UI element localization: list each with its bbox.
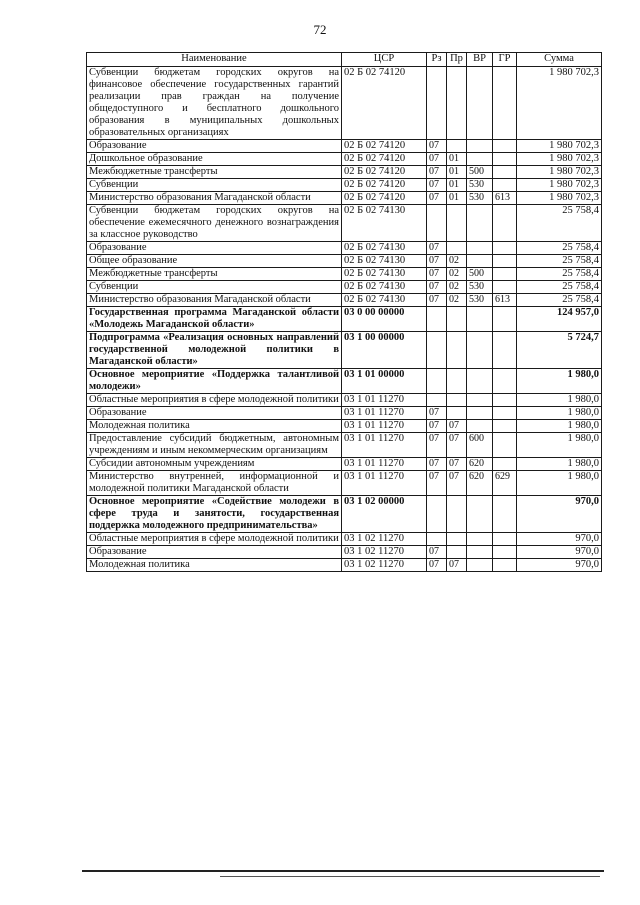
cell-pr <box>447 307 467 332</box>
cell-sum: 1 980 702,3 <box>517 179 602 192</box>
table-row <box>87 471 602 496</box>
cell-name: Субвенции <box>87 179 342 192</box>
cell-vr <box>467 307 493 332</box>
cell-sum: 1 980 702,3 <box>517 67 602 140</box>
cell-name: Образование <box>87 546 342 559</box>
cell-name: Межбюджетные трансферты <box>87 268 342 281</box>
cell-csr: 02 Б 02 74130 <box>342 268 427 281</box>
scan-border-line <box>82 870 604 872</box>
cell-gr <box>493 140 517 153</box>
cell-sum: 1 980,0 <box>517 458 602 471</box>
cell-vr <box>467 407 493 420</box>
cell-vr <box>467 140 493 153</box>
cell-pr <box>447 332 467 369</box>
cell-vr <box>467 242 493 255</box>
cell-csr: 02 Б 02 74130 <box>342 281 427 294</box>
cell-sum: 970,0 <box>517 559 602 572</box>
cell-csr: 02 Б 02 74130 <box>342 294 427 307</box>
cell-pr: 01 <box>447 153 467 166</box>
cell-sum: 25 758,4 <box>517 205 602 242</box>
table-row <box>87 546 602 559</box>
cell-csr: 02 Б 02 74120 <box>342 179 427 192</box>
cell-csr: 03 1 02 11270 <box>342 533 427 546</box>
cell-gr <box>493 255 517 268</box>
table-row <box>87 420 602 433</box>
cell-sum: 1 980,0 <box>517 471 602 496</box>
cell-name: Областные мероприятия в сфере молодежной политики <box>87 533 342 546</box>
cell-sum: 1 980,0 <box>517 407 602 420</box>
cell-rz: 07 <box>427 140 447 153</box>
scan-border-line-secondary <box>220 876 600 877</box>
header-name: Наименование <box>87 53 342 67</box>
cell-name: Субвенции бюджетам городских округов на финансовое обеспечение государственных гарантий реализации прав граждан на получение общедоступного и бесплатного дошкольного образования в муниципальных дошкольных образовательных организациях <box>87 67 342 140</box>
table-row <box>87 268 602 281</box>
cell-csr: 02 Б 02 74120 <box>342 192 427 205</box>
cell-rz <box>427 496 447 533</box>
cell-gr <box>493 559 517 572</box>
table-header-row <box>87 53 602 67</box>
cell-name: Подпрограмма «Реализация основных направлений государственной молодежной политики в Магаданской области» <box>87 332 342 369</box>
cell-csr: 03 1 01 11270 <box>342 471 427 496</box>
cell-rz: 07 <box>427 192 447 205</box>
cell-gr <box>493 153 517 166</box>
cell-pr: 07 <box>447 420 467 433</box>
cell-gr <box>493 458 517 471</box>
cell-rz: 07 <box>427 166 447 179</box>
cell-sum: 5 724,7 <box>517 332 602 369</box>
cell-vr <box>467 394 493 407</box>
cell-gr <box>493 166 517 179</box>
cell-gr: 613 <box>493 192 517 205</box>
cell-rz <box>427 332 447 369</box>
cell-rz: 07 <box>427 559 447 572</box>
cell-sum: 970,0 <box>517 533 602 546</box>
cell-csr: 02 Б 02 74130 <box>342 205 427 242</box>
cell-vr: 530 <box>467 294 493 307</box>
cell-pr: 01 <box>447 166 467 179</box>
cell-csr: 02 Б 02 74120 <box>342 67 427 140</box>
cell-pr <box>447 67 467 140</box>
cell-gr <box>493 242 517 255</box>
cell-vr: 500 <box>467 166 493 179</box>
cell-rz: 07 <box>427 458 447 471</box>
cell-pr <box>447 369 467 394</box>
header-vr: ВР <box>467 53 493 67</box>
cell-pr <box>447 496 467 533</box>
cell-csr: 02 Б 02 74130 <box>342 242 427 255</box>
cell-pr <box>447 407 467 420</box>
cell-pr: 01 <box>447 179 467 192</box>
cell-vr <box>467 153 493 166</box>
cell-pr <box>447 546 467 559</box>
cell-sum: 970,0 <box>517 496 602 533</box>
cell-vr <box>467 369 493 394</box>
cell-vr <box>467 533 493 546</box>
cell-gr <box>493 420 517 433</box>
cell-sum: 25 758,4 <box>517 268 602 281</box>
cell-name: Областные мероприятия в сфере молодежной политики <box>87 394 342 407</box>
table-row <box>87 559 602 572</box>
cell-rz <box>427 205 447 242</box>
cell-gr: 629 <box>493 471 517 496</box>
cell-name: Субсидии автономным учреждениям <box>87 458 342 471</box>
cell-gr <box>493 496 517 533</box>
cell-pr <box>447 533 467 546</box>
cell-sum: 1 980 702,3 <box>517 192 602 205</box>
cell-gr <box>493 332 517 369</box>
cell-rz: 07 <box>427 153 447 166</box>
cell-gr <box>493 546 517 559</box>
cell-gr <box>493 433 517 458</box>
table-row <box>87 205 602 242</box>
cell-vr: 620 <box>467 458 493 471</box>
cell-name: Государственная программа Магаданской области «Молодежь Магаданской области» <box>87 307 342 332</box>
cell-name: Основное мероприятие «Поддержка талантливой молодежи» <box>87 369 342 394</box>
cell-rz <box>427 307 447 332</box>
cell-pr: 02 <box>447 268 467 281</box>
cell-rz: 07 <box>427 420 447 433</box>
header-rz: Рз <box>427 53 447 67</box>
cell-rz: 07 <box>427 471 447 496</box>
table-body <box>87 67 602 572</box>
cell-sum: 1 980,0 <box>517 420 602 433</box>
cell-name: Основное мероприятие «Содействие молодежи в сфере труда и занятости, государственная поддержка молодежного предпринимательства» <box>87 496 342 533</box>
cell-sum: 1 980,0 <box>517 433 602 458</box>
table-row <box>87 307 602 332</box>
cell-csr: 02 Б 02 74120 <box>342 153 427 166</box>
cell-gr <box>493 307 517 332</box>
cell-gr <box>493 533 517 546</box>
cell-rz <box>427 533 447 546</box>
cell-pr <box>447 140 467 153</box>
cell-name: Образование <box>87 242 342 255</box>
header-gr: ГР <box>493 53 517 67</box>
cell-rz <box>427 369 447 394</box>
cell-gr: 613 <box>493 294 517 307</box>
cell-rz: 07 <box>427 281 447 294</box>
cell-name: Образование <box>87 140 342 153</box>
cell-vr <box>467 420 493 433</box>
cell-name: Субвенции бюджетам городских округов на обеспечение ежемесячного денежного вознаграждения за классное руководство <box>87 205 342 242</box>
cell-csr: 03 1 02 00000 <box>342 496 427 533</box>
cell-vr: 620 <box>467 471 493 496</box>
cell-pr: 07 <box>447 559 467 572</box>
table-row <box>87 166 602 179</box>
cell-name: Субвенции <box>87 281 342 294</box>
page-number: 72 <box>313 22 327 37</box>
cell-rz <box>427 394 447 407</box>
cell-csr: 03 1 01 11270 <box>342 420 427 433</box>
cell-rz: 07 <box>427 268 447 281</box>
table-row <box>87 192 602 205</box>
cell-gr <box>493 369 517 394</box>
cell-pr: 02 <box>447 255 467 268</box>
cell-vr <box>467 496 493 533</box>
cell-name: Молодежная политика <box>87 559 342 572</box>
cell-rz: 07 <box>427 255 447 268</box>
table-row <box>87 255 602 268</box>
cell-name: Министерство внутренней, информационной и молодежной политики Магаданской области <box>87 471 342 496</box>
cell-gr <box>493 394 517 407</box>
header-csr: ЦСР <box>342 53 427 67</box>
table-row <box>87 433 602 458</box>
table-row <box>87 179 602 192</box>
cell-gr <box>493 281 517 294</box>
cell-vr: 530 <box>467 281 493 294</box>
table-row <box>87 294 602 307</box>
cell-pr: 02 <box>447 281 467 294</box>
cell-rz: 07 <box>427 407 447 420</box>
cell-csr: 03 1 02 11270 <box>342 559 427 572</box>
cell-sum: 1 980,0 <box>517 394 602 407</box>
cell-sum: 25 758,4 <box>517 255 602 268</box>
cell-sum: 1 980,0 <box>517 369 602 394</box>
cell-sum: 970,0 <box>517 546 602 559</box>
cell-name: Молодежная политика <box>87 420 342 433</box>
cell-csr: 03 1 00 00000 <box>342 332 427 369</box>
cell-gr <box>493 67 517 140</box>
cell-rz: 07 <box>427 242 447 255</box>
cell-csr: 02 Б 02 74130 <box>342 255 427 268</box>
cell-vr <box>467 205 493 242</box>
cell-sum: 25 758,4 <box>517 242 602 255</box>
cell-vr <box>467 332 493 369</box>
table-row <box>87 332 602 369</box>
cell-sum: 25 758,4 <box>517 294 602 307</box>
cell-pr: 07 <box>447 433 467 458</box>
cell-pr <box>447 205 467 242</box>
cell-vr: 530 <box>467 179 493 192</box>
cell-pr <box>447 394 467 407</box>
cell-sum: 25 758,4 <box>517 281 602 294</box>
cell-sum: 1 980 702,3 <box>517 153 602 166</box>
table-row <box>87 369 602 394</box>
cell-csr: 03 1 02 11270 <box>342 546 427 559</box>
table-row <box>87 407 602 420</box>
cell-vr: 530 <box>467 192 493 205</box>
cell-sum: 124 957,0 <box>517 307 602 332</box>
cell-vr <box>467 546 493 559</box>
cell-vr: 500 <box>467 268 493 281</box>
cell-csr: 02 Б 02 74120 <box>342 166 427 179</box>
cell-vr: 600 <box>467 433 493 458</box>
cell-pr <box>447 242 467 255</box>
cell-csr: 03 0 00 00000 <box>342 307 427 332</box>
cell-name: Межбюджетные трансферты <box>87 166 342 179</box>
cell-pr: 07 <box>447 471 467 496</box>
cell-rz: 07 <box>427 433 447 458</box>
cell-gr <box>493 205 517 242</box>
cell-sum: 1 980 702,3 <box>517 140 602 153</box>
table-row <box>87 67 602 140</box>
cell-csr: 03 1 01 11270 <box>342 433 427 458</box>
table-row <box>87 242 602 255</box>
table-row <box>87 281 602 294</box>
table-row <box>87 394 602 407</box>
table-row <box>87 140 602 153</box>
cell-gr <box>493 268 517 281</box>
cell-name: Министерство образования Магаданской области <box>87 192 342 205</box>
budget-table <box>86 52 602 572</box>
cell-csr: 03 1 01 11270 <box>342 458 427 471</box>
header-pr: Пр <box>447 53 467 67</box>
cell-rz: 07 <box>427 546 447 559</box>
cell-vr <box>467 255 493 268</box>
cell-rz: 07 <box>427 294 447 307</box>
cell-csr: 03 1 01 11270 <box>342 407 427 420</box>
table-row <box>87 153 602 166</box>
cell-sum: 1 980 702,3 <box>517 166 602 179</box>
cell-csr: 03 1 01 11270 <box>342 394 427 407</box>
cell-gr <box>493 179 517 192</box>
cell-name: Образование <box>87 407 342 420</box>
table-row <box>87 533 602 546</box>
cell-gr <box>493 407 517 420</box>
cell-name: Министерство образования Магаданской области <box>87 294 342 307</box>
table-row <box>87 496 602 533</box>
cell-name: Предоставление субсидий бюджетным, автономным учреждениям и иным некоммерческим организациям <box>87 433 342 458</box>
cell-csr: 03 1 01 00000 <box>342 369 427 394</box>
table-row <box>87 458 602 471</box>
cell-pr: 01 <box>447 192 467 205</box>
cell-name: Дошкольное образование <box>87 153 342 166</box>
cell-csr: 02 Б 02 74120 <box>342 140 427 153</box>
cell-rz: 07 <box>427 179 447 192</box>
cell-rz <box>427 67 447 140</box>
header-sum: Сумма <box>517 53 602 67</box>
cell-pr: 02 <box>447 294 467 307</box>
cell-pr: 07 <box>447 458 467 471</box>
cell-name: Общее образование <box>87 255 342 268</box>
cell-vr <box>467 559 493 572</box>
cell-vr <box>467 67 493 140</box>
